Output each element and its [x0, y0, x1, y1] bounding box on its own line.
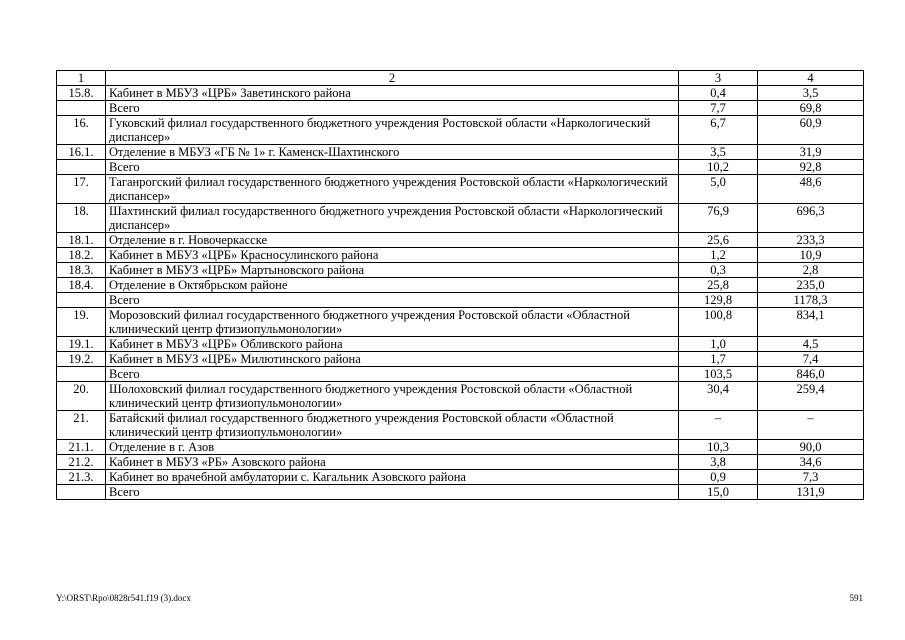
table-row: [57, 352, 864, 367]
row-name: Кабинет в МБУЗ «ЦРБ» Милютинского района: [106, 352, 679, 367]
row-value-3: 129,8: [679, 293, 758, 308]
row-number: [57, 101, 106, 116]
row-number: 18.4.: [57, 278, 106, 293]
row-value-4: 60,9: [758, 116, 864, 145]
row-value-4: 7,4: [758, 352, 864, 367]
row-value-3: 103,5: [679, 367, 758, 382]
row-name: Всего: [106, 160, 679, 175]
table-row: [57, 485, 864, 500]
row-number: 20.: [57, 382, 106, 411]
row-number: [57, 367, 106, 382]
row-value-4: 235,0: [758, 278, 864, 293]
row-number: 19.1.: [57, 337, 106, 352]
row-name: Таганрогский филиал государственного бюджетного учреждения Ростовской области «Наркологический диспансер»: [106, 175, 679, 204]
row-value-3: 15,0: [679, 485, 758, 500]
row-number: [57, 293, 106, 308]
row-value-3: 6,7: [679, 116, 758, 145]
row-value-4: 259,4: [758, 382, 864, 411]
row-name: Отделение в г. Азов: [106, 440, 679, 455]
footer-page-number: 591: [849, 593, 863, 603]
table-row: [57, 293, 864, 308]
row-name: Всего: [106, 485, 679, 500]
row-name: Кабинет во врачебной амбулатории с. Кагальник Азовского района: [106, 470, 679, 485]
header-col-3: 3: [679, 71, 758, 86]
row-value-3: 1,0: [679, 337, 758, 352]
row-number: 16.1.: [57, 145, 106, 160]
row-name: Кабинет в МБУЗ «ЦРБ» Обливского района: [106, 337, 679, 352]
row-value-3: 76,9: [679, 204, 758, 233]
row-value-4: 131,9: [758, 485, 864, 500]
row-value-4: 90,0: [758, 440, 864, 455]
table-row: [57, 248, 864, 263]
row-value-4: 31,9: [758, 145, 864, 160]
row-value-3: 5,0: [679, 175, 758, 204]
row-name: Всего: [106, 101, 679, 116]
row-value-3: –: [679, 411, 758, 440]
row-name: Шолоховский филиал государственного бюджетного учреждения Ростовской области «Областной клинический центр фтизиопульмонологии»: [106, 382, 679, 411]
row-value-3: 3,5: [679, 145, 758, 160]
row-value-4: 846,0: [758, 367, 864, 382]
row-value-3: 100,8: [679, 308, 758, 337]
row-number: [57, 160, 106, 175]
row-value-4: 69,8: [758, 101, 864, 116]
row-name: Шахтинский филиал государственного бюджетного учреждения Ростовской области «Наркологический диспансер»: [106, 204, 679, 233]
row-number: 16.: [57, 116, 106, 145]
row-number: 19.: [57, 308, 106, 337]
row-number: 17.: [57, 175, 106, 204]
row-number: [57, 485, 106, 500]
row-name: Отделение в МБУЗ «ГБ № 1» г. Каменск-Шахтинского: [106, 145, 679, 160]
row-value-4: 834,1: [758, 308, 864, 337]
row-name: Всего: [106, 293, 679, 308]
table-row: [57, 160, 864, 175]
table-header-row: [57, 71, 864, 86]
row-value-4: 233,3: [758, 233, 864, 248]
row-name: Морозовский филиал государственного бюджетного учреждения Ростовской области «Областной клинический центр фтизиопульмонологии»: [106, 308, 679, 337]
row-value-4: 48,6: [758, 175, 864, 204]
header-col-2: 2: [106, 71, 679, 86]
row-name: Отделение в Октябрьском районе: [106, 278, 679, 293]
row-value-3: 10,2: [679, 160, 758, 175]
row-value-3: 0,9: [679, 470, 758, 485]
table-row: [57, 455, 864, 470]
row-name: Кабинет в МБУЗ «ЦРБ» Красносулинского района: [106, 248, 679, 263]
header-col-4: 4: [758, 71, 864, 86]
table-row: [57, 308, 864, 337]
table-row: [57, 101, 864, 116]
row-value-3: 3,8: [679, 455, 758, 470]
row-number: 21.2.: [57, 455, 106, 470]
row-value-4: 3,5: [758, 86, 864, 101]
table-row: [57, 233, 864, 248]
row-number: 18.2.: [57, 248, 106, 263]
table-row: [57, 367, 864, 382]
row-value-3: 25,6: [679, 233, 758, 248]
row-name: Кабинет в МБУЗ «ЦРБ» Мартыновского района: [106, 263, 679, 278]
row-name: Всего: [106, 367, 679, 382]
row-name: Кабинет в МБУЗ «ЦРБ» Заветинского района: [106, 86, 679, 101]
table-row: [57, 411, 864, 440]
row-name: Отделение в г. Новочеркасске: [106, 233, 679, 248]
row-value-3: 0,3: [679, 263, 758, 278]
table-row: [57, 337, 864, 352]
row-number: 21.: [57, 411, 106, 440]
table-row: [57, 175, 864, 204]
row-value-4: 4,5: [758, 337, 864, 352]
row-value-4: 34,6: [758, 455, 864, 470]
row-value-4: 10,9: [758, 248, 864, 263]
row-number: 21.3.: [57, 470, 106, 485]
table-row: [57, 116, 864, 145]
row-value-4: 696,3: [758, 204, 864, 233]
row-number: 18.1.: [57, 233, 106, 248]
table-row: [57, 440, 864, 455]
table-body: [57, 71, 864, 500]
row-name: Кабинет в МБУЗ «РБ» Азовского района: [106, 455, 679, 470]
row-value-3: 10,3: [679, 440, 758, 455]
row-number: 18.: [57, 204, 106, 233]
row-number: 21.1.: [57, 440, 106, 455]
row-value-4: 92,8: [758, 160, 864, 175]
table-row: [57, 263, 864, 278]
table-row: [57, 382, 864, 411]
row-name: Батайский филиал государственного бюджетного учреждения Ростовской области «Областной клинический центр фтизиопульмонологии»: [106, 411, 679, 440]
table-row: [57, 470, 864, 485]
table-row: [57, 204, 864, 233]
table-row: [57, 145, 864, 160]
data-table: [56, 70, 864, 500]
row-value-4: 1178,3: [758, 293, 864, 308]
row-value-3: 1,2: [679, 248, 758, 263]
row-number: 15.8.: [57, 86, 106, 101]
table-row: [57, 278, 864, 293]
row-value-3: 7,7: [679, 101, 758, 116]
row-number: 19.2.: [57, 352, 106, 367]
row-number: 18.3.: [57, 263, 106, 278]
header-col-1: 1: [57, 71, 106, 86]
row-name: Гуковский филиал государственного бюджетного учреждения Ростовской области «Наркологический диспансер»: [106, 116, 679, 145]
row-value-4: –: [758, 411, 864, 440]
row-value-4: 2,8: [758, 263, 864, 278]
footer-file-path: Y:\ORST\Rpo\0828r541.f19 (3).docx: [56, 593, 191, 603]
row-value-4: 7,3: [758, 470, 864, 485]
table-row: [57, 86, 864, 101]
row-value-3: 25,8: [679, 278, 758, 293]
row-value-3: 30,4: [679, 382, 758, 411]
row-value-3: 1,7: [679, 352, 758, 367]
row-value-3: 0,4: [679, 86, 758, 101]
